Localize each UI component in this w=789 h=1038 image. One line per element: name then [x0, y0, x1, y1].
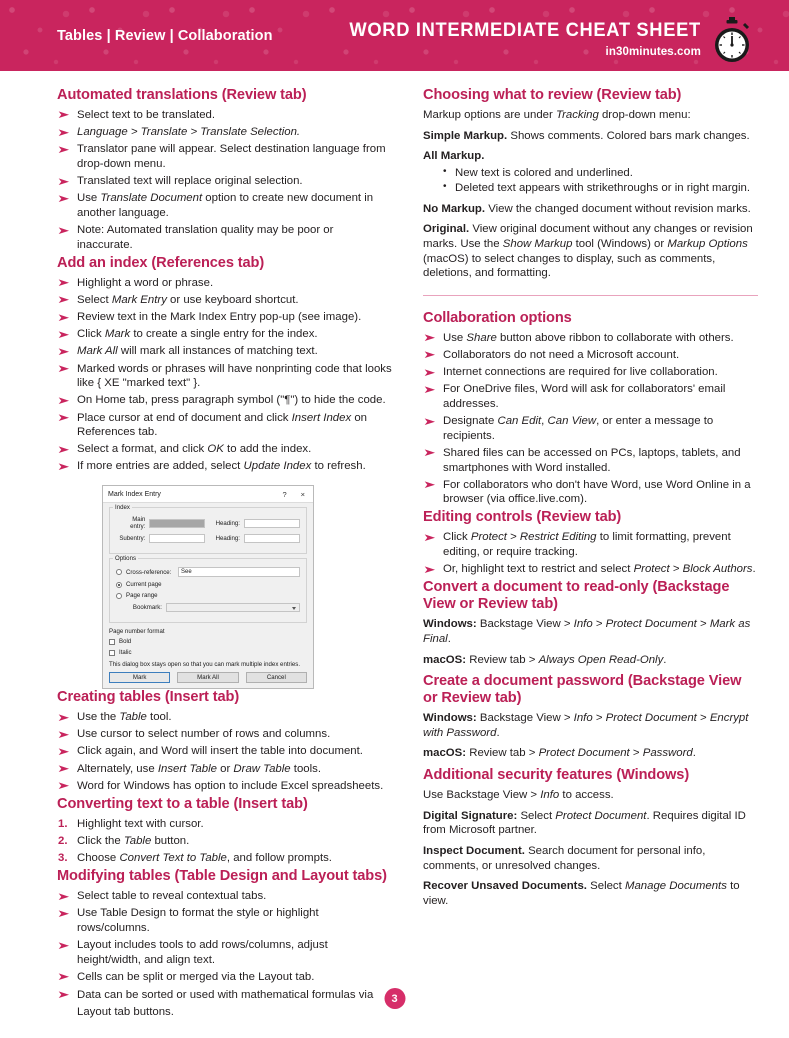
label-bold: Bold — [119, 638, 132, 646]
dialog-title-bar — [103, 486, 313, 503]
heading-add-an-index: Add an index (References tab) — [57, 254, 265, 271]
arrow-bullet-icon: ➤ — [423, 415, 436, 428]
checkbox-italic[interactable] — [109, 650, 115, 656]
heading-choosing-what-to-review: Choosing what to review (Review tab) — [423, 87, 682, 103]
list-item: Click the Table button. — [77, 834, 190, 847]
list-item-text: Use Table Design to format the style or highlight rows/columns. — [77, 907, 319, 934]
list-item — [57, 142, 392, 171]
checkbox-bold[interactable] — [109, 639, 115, 645]
help-icon[interactable]: ? — [282, 489, 287, 499]
all-markup-label: All Markup. — [423, 150, 485, 163]
label-subentry: Subentry: — [119, 535, 146, 543]
list-item: ➤ If more entries are added, select Update Index to refresh. — [57, 460, 366, 473]
header-section-title: Tables | Review | Collaboration — [57, 28, 273, 44]
list-item — [57, 362, 392, 391]
list-item — [57, 393, 392, 408]
list-item — [57, 970, 392, 985]
list-item-text: Note: Automated translation quality may be poor or inaccurate. — [77, 224, 334, 251]
field-row-main-entry — [116, 516, 300, 530]
arrow-bullet-icon: ➤ — [57, 143, 70, 156]
heading-additional-security: Additional security features (Windows) — [423, 766, 690, 783]
inspect-text: Search document for personal info, comments, or unresolved changes. — [423, 844, 706, 872]
heading-creating-tables: Creating tables (Insert tab) — [57, 689, 240, 706]
list-item — [423, 365, 758, 380]
arrow-bullet-icon: ➤ — [423, 383, 436, 396]
arrow-bullet-icon: ➤ — [57, 175, 70, 188]
arrow-bullet-icon: ➤ — [57, 126, 70, 139]
mark-index-entry-dialog-screenshot — [102, 485, 314, 689]
list-item — [57, 938, 392, 967]
macos-label: macOS: — [423, 653, 467, 666]
arrow-bullet-icon: ➤ — [57, 763, 70, 776]
radio-row-page-range[interactable] — [116, 592, 300, 599]
label-heading-1: Heading: — [215, 519, 240, 527]
arrow-bullet-icon: ➤ — [57, 277, 70, 290]
arrow-bullet-icon: ➤ — [423, 479, 436, 492]
list-item — [57, 125, 392, 140]
list-item-text: Highlight text with cursor. — [77, 817, 204, 830]
label-page-range: Page range — [126, 592, 158, 600]
page-header-banner — [0, 0, 789, 71]
simple-markup-entry — [423, 129, 758, 144]
arrow-bullet-icon: ➤ — [57, 728, 70, 741]
list-item-text: Internet connections are required for live collaboration. — [443, 366, 718, 379]
heading-editing-controls: Editing controls (Review tab) — [423, 509, 622, 526]
list-item-text: On Home tab, press paragraph symbol ("¶") to hide the code. — [77, 394, 386, 407]
dialog-note: This dialog box stays open so that you can mark multiple index entries. — [109, 661, 301, 669]
mark-all-button[interactable]: Mark All — [177, 672, 238, 683]
list-item — [57, 779, 392, 794]
all-markup-bullets — [423, 166, 758, 196]
dialog-group-options — [109, 555, 307, 623]
list-item: ➤ Place cursor at end of document and click Insert Index on References tab. — [57, 411, 368, 439]
list-item-text: Marked words or phrases will have nonprinting code that looks like { XE "marked text" }. — [77, 362, 392, 390]
list-item-text: Data can be sorted or used with mathematical formulas via Layout tab buttons. — [77, 989, 374, 1018]
arrow-bullet-icon: ➤ — [57, 460, 70, 473]
all-markup-entry — [423, 149, 758, 164]
list-item — [57, 727, 392, 742]
list-item-text: Select table to reveal contextual tabs. — [77, 890, 267, 903]
read-only-macos: macOS: Review tab > Always Open Read-Only. — [423, 653, 667, 666]
mark-button[interactable]: Mark — [109, 672, 170, 683]
recover-documents-entry: Recover Unsaved Documents. Select Manage Documents to view. — [423, 880, 740, 907]
arrow-bullet-icon: ➤ — [57, 988, 70, 1001]
arrow-bullet-icon: ➤ — [57, 711, 70, 724]
arrow-bullet-icon: ➤ — [57, 294, 70, 307]
list-item: ➤ Click Mark to create a single entry for the index. — [57, 328, 318, 341]
simple-markup-label: Simple Markup. — [423, 129, 508, 142]
label-main-entry: Main entry: — [130, 516, 146, 531]
list-item-text: Shared files can be accessed on PCs, laptops, tablets, and smartphones with Word installed. — [443, 446, 741, 474]
heading-read-only: Convert a document to read-only (Backstage View or Review tab) — [423, 579, 730, 613]
list-item: ➤ Use Translate Document option to create new document in another language. — [57, 192, 374, 219]
arrow-bullet-icon: ➤ — [57, 394, 70, 407]
page-number-format-section — [109, 628, 307, 656]
radio-page-range[interactable] — [116, 593, 122, 599]
list-item-text: Review text in the Mark Index Entry pop-up (see image). — [77, 311, 362, 324]
label-current-page: Current page — [126, 581, 162, 589]
dropdown-bookmark[interactable] — [166, 603, 300, 612]
list-item-text: Click again, and Word will insert the table into document. — [77, 745, 363, 758]
list-item-text: Select text to be translated. — [77, 108, 216, 121]
dialog-button-row — [109, 672, 307, 683]
radio-row-cross-reference[interactable] — [116, 567, 300, 577]
password-windows: Windows: Backstage View > Info > Protect Document > Encrypt with Password. — [423, 712, 749, 739]
list-item-text: Use cursor to select number of rows and columns. — [77, 728, 331, 741]
security-intro: Use Backstage View > Info to access. — [423, 788, 614, 801]
list-item: ➤ Select Mark Entry or use keyboard shortcut. — [57, 293, 299, 307]
field-row-bookmark — [132, 603, 300, 612]
list-creating-tables — [57, 710, 392, 793]
list-item — [57, 174, 392, 189]
arrow-bullet-icon: ➤ — [57, 363, 70, 376]
arrow-bullet-icon: ➤ — [423, 366, 436, 379]
list-item: ➤ Use Share button above ribbon to collaborate with others. — [423, 331, 734, 345]
list-item-text: Language > Translate > Translate Selection. — [77, 126, 301, 139]
list-item: ➤ Click Protect > Restrict Editing to limit formatting, prevent editing, or require tracking. — [423, 531, 731, 559]
radio-cross-reference[interactable] — [116, 569, 122, 575]
simple-markup-text: Shows comments. Colored bars mark changes. — [510, 129, 750, 142]
arrow-bullet-icon: ➤ — [57, 939, 70, 952]
left-column — [57, 87, 392, 1023]
no-markup-label: No Markup. — [423, 202, 486, 215]
dialog-title: Mark Index Entry — [108, 490, 161, 498]
arrow-bullet-icon: ➤ — [423, 332, 436, 345]
list-item: ➤ Use the Table tool. — [57, 711, 172, 724]
arrow-bullet-icon: ➤ — [423, 531, 436, 544]
heading-collaboration-options: Collaboration options — [423, 309, 572, 326]
list-collaboration-options — [423, 331, 758, 507]
header-title-group — [327, 19, 701, 58]
list-converting-text — [57, 817, 392, 866]
list-item-text: For OneDrive files, Word will ask for collaborators' email addresses. — [443, 383, 726, 410]
input-heading-1[interactable] — [244, 519, 300, 528]
arrow-bullet-icon: ➤ — [57, 971, 70, 984]
arrow-bullet-icon: ➤ — [57, 780, 70, 793]
list-automated-translations — [57, 108, 392, 252]
heading-document-password: Create a document password (Backstage View or Review tab) — [423, 673, 742, 707]
list-item — [423, 446, 758, 475]
label-bookmark: Bookmark: — [132, 604, 162, 612]
arrow-bullet-icon: ➤ — [57, 345, 70, 358]
list-item: ➤ Mark All will mark all instances of matching text. — [57, 345, 318, 358]
page-body — [0, 71, 789, 1038]
original-label: Original. — [423, 223, 470, 236]
list-item — [57, 310, 392, 325]
list-item-text: Word for Windows has option to include Excel spreadsheets. — [77, 779, 384, 792]
label-cross-reference: Cross-reference: — [126, 568, 172, 576]
page-title: WORD INTERMEDIATE CHEAT SHEET — [349, 19, 701, 41]
arrow-bullet-icon: ➤ — [57, 443, 70, 456]
close-icon[interactable]: × — [300, 489, 305, 499]
arrow-bullet-icon: ➤ — [423, 563, 436, 576]
arrow-bullet-icon: ➤ — [57, 412, 70, 424]
group-label-index: Index — [115, 504, 130, 512]
list-add-an-index — [57, 276, 392, 474]
arrow-bullet-icon: ➤ — [57, 311, 70, 324]
input-heading-2[interactable] — [244, 534, 300, 543]
field-row-subentry — [116, 534, 300, 543]
heading-automated-translations: Automated translations (Review tab) — [57, 87, 307, 103]
arrow-bullet-icon: ➤ — [423, 447, 436, 460]
cancel-button[interactable]: Cancel — [246, 672, 307, 683]
arrow-bullet-icon: ➤ — [57, 109, 70, 122]
checkbox-row-italic[interactable] — [109, 649, 307, 656]
list-item-text: Cells can be split or merged via the Layout tab. — [77, 970, 315, 983]
heading-converting-text: Converting text to a table (Insert tab) — [57, 795, 308, 812]
arrow-bullet-icon: ➤ — [57, 224, 70, 237]
list-item: ➤ Or, highlight text to restrict and select Protect > Block Authors. — [423, 563, 756, 576]
list-item — [57, 906, 392, 935]
list-item — [57, 223, 392, 252]
list-item — [423, 348, 758, 363]
list-item — [57, 108, 392, 123]
windows-label: Windows: — [423, 712, 477, 725]
inspect-document-entry — [423, 844, 758, 873]
arrow-bullet-icon: ➤ — [57, 328, 70, 341]
list-item — [57, 889, 392, 904]
list-item-text: Collaborators do not need a Microsoft account. — [443, 348, 680, 361]
list-item — [423, 478, 758, 507]
stopwatch-icon — [711, 16, 753, 64]
list-item: • Deleted text appears with strikethroughs or in right margin. — [443, 181, 758, 196]
list-editing-controls — [423, 530, 758, 576]
password-macos: macOS: Review tab > Protect Document > Password. — [423, 747, 696, 760]
macos-label: macOS: — [423, 747, 467, 760]
publisher-website: in30minutes.com — [605, 46, 701, 58]
arrow-bullet-icon: ➤ — [57, 192, 70, 205]
recover-label: Recover Unsaved Documents. — [423, 880, 587, 893]
label-heading-2: Heading: — [215, 535, 240, 543]
list-item — [57, 744, 392, 759]
dialog-group-index — [109, 504, 307, 554]
right-column — [423, 87, 758, 909]
list-item: ➤ Designate Can Edit, Can View, or enter a message to recipients. — [423, 415, 714, 442]
windows-label: Windows: — [423, 618, 477, 631]
list-item-text: Highlight a word or phrase. — [77, 276, 214, 289]
list-item-text: Translator pane will appear. Select destination language from drop-down menu. — [77, 143, 386, 170]
input-cross-reference[interactable]: See — [178, 567, 300, 577]
list-item: • New text is colored and underlined. — [443, 166, 758, 181]
page-number-badge: 3 — [384, 988, 405, 1009]
read-only-windows: Windows: Backstage View > Info > Protect Document > Mark as Final. — [423, 618, 751, 645]
arrow-bullet-icon: ➤ — [423, 349, 436, 362]
list-item-text: For collaborators who don't have Word, use Word Online in a browser (via office.live.com). — [443, 478, 751, 506]
list-item — [57, 817, 392, 832]
heading-modifying-tables: Modifying tables (Table Design and Layout tabs) — [57, 868, 387, 885]
list-item — [57, 987, 392, 1020]
arrow-bullet-icon: ➤ — [57, 890, 70, 903]
list-item-text: Translated text will replace original selection. — [77, 175, 303, 188]
label-page-number-format: Page number format — [109, 628, 165, 636]
list-item: Choose Convert Text to Table, and follow prompts. — [77, 852, 332, 865]
list-item: ➤ Select a format, and click OK to add the index. — [57, 443, 312, 456]
radio-current-page[interactable] — [116, 582, 122, 588]
radio-row-current-page[interactable] — [116, 581, 300, 588]
arrow-bullet-icon: ➤ — [57, 745, 70, 758]
original-entry: Original. View original document without any changes or revision marks. Use the Show Markup tool (Windows) or Markup Options (macOS) to select changes to display, such as comments, deletions, and formatting. — [423, 223, 753, 280]
inspect-label: Inspect Document. — [423, 844, 525, 857]
list-item: ➤ Alternately, use Insert Table or Draw Table tools. — [57, 762, 322, 776]
checkbox-row-bold[interactable] — [109, 638, 307, 645]
arrow-bullet-icon: ➤ — [57, 907, 70, 920]
section-divider — [423, 295, 758, 296]
no-markup-entry — [423, 202, 758, 217]
list-modifying-tables — [57, 889, 392, 1020]
list-item-text: Layout includes tools to add rows/columns, adjust height/width, and align text. — [77, 939, 328, 966]
digital-signature-label: Digital Signature: — [423, 809, 518, 822]
input-main-entry[interactable] — [149, 519, 205, 528]
group-label-options: Options — [115, 555, 137, 563]
digital-signature-entry: Digital Signature: Select Protect Document. Requires digital ID from Microsoft partner. — [423, 809, 746, 837]
no-markup-text: View the changed document without revision marks. — [488, 202, 751, 215]
review-intro: Markup options are under Tracking drop-down menu: — [423, 108, 691, 121]
label-italic: Italic — [119, 649, 132, 657]
input-subentry[interactable] — [149, 534, 205, 543]
list-item — [423, 382, 758, 411]
list-item — [57, 276, 392, 291]
